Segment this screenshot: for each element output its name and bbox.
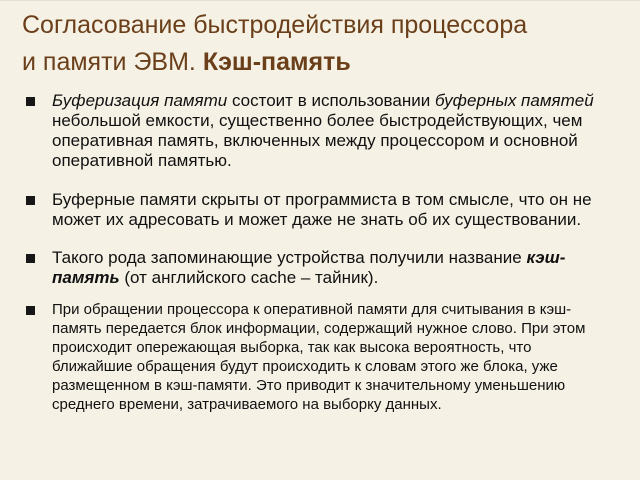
title-line-2-plain: и памяти ЭВМ.: [22, 48, 203, 76]
bullet-3-text-2: (от английского cache – тайник).: [119, 268, 379, 287]
bullet-text-1: [52, 91, 616, 171]
bullet-list: [26, 91, 616, 414]
slide-title: [22, 7, 622, 81]
square-bullet-icon: [26, 254, 35, 263]
title-line-1: Согласование быстродействия процессора: [22, 11, 528, 39]
bullet-1-italic-2: буферных памятей: [434, 91, 594, 110]
bullet-text-4: При обращении процессора к оперативной памяти для считывания в кэш-память передается блок информации, содержащий нужное слово. При этом происходит опережающая выборка, так как высока вероятность, что ближайшие обращения будут происходить к словам этого же блока, уже размещенном в кэш-памяти. Это приводит к значительному уменьшению среднего времени, затрачиваемого на выборку данных.: [52, 301, 586, 413]
bullet-item-4: [26, 300, 616, 414]
title-line-2-bold: Кэш-память: [202, 48, 351, 76]
bullet-1-text-1: состоит в использовании: [227, 91, 435, 110]
bullet-item-2: [26, 190, 616, 230]
bullet-3-bold: кэш-память: [52, 248, 566, 287]
square-bullet-icon: [26, 306, 35, 315]
bullet-item-3: [26, 248, 616, 288]
title-line-2: [22, 44, 622, 81]
square-bullet-icon: [26, 97, 35, 106]
bullet-text-2: Буферные памяти скрыты от программиста в том смысле, что он не может их адресовать и может даже не знать об их существовании.: [52, 190, 592, 229]
bullet-3-text-1: Такого рода запоминающие устройства получили название: [52, 248, 527, 267]
bullet-1-italic-1: Буферизация памяти: [52, 91, 228, 110]
square-bullet-icon: [26, 196, 35, 205]
bullet-1-text-2: небольшой емкости, существенно более быстродействующих, чем оперативная память, включенных между процессором и основной оперативной памятью.: [52, 111, 583, 170]
bullet-item-1: [26, 91, 616, 171]
bullet-text-3: [52, 248, 616, 288]
